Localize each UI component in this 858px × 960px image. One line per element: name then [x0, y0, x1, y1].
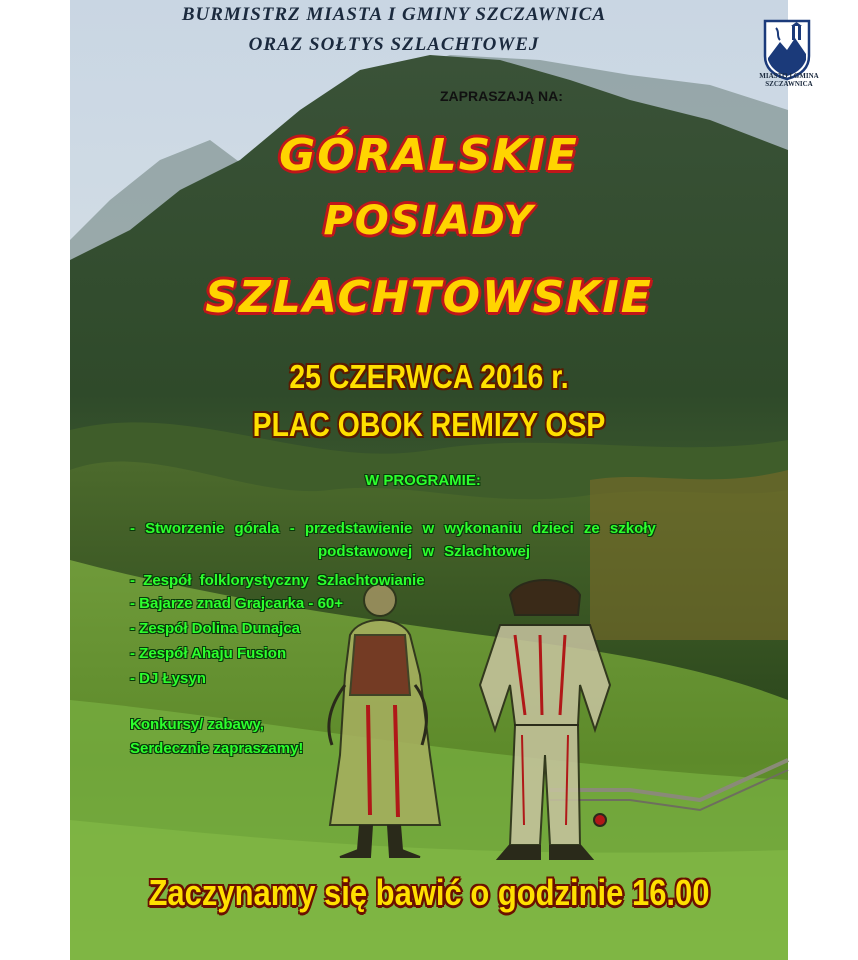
program-extra-invite: Serdecznie zapraszamy!: [130, 740, 304, 757]
program-item-3: - Bajarze znad Grajcarka - 60+: [130, 595, 344, 612]
program-item-6: - DJ Łysyn: [130, 670, 206, 687]
logo-caption-line-2: SZCZAWNICA: [765, 80, 813, 88]
program-item-1-continued: podstawowej w Szlachtowej: [318, 543, 531, 560]
organizer-line-1: BURMISTRZ MIASTA I GMINY SZCZAWNICA: [181, 4, 607, 25]
event-place: PLAC OBOK REMIZY OSP: [252, 406, 606, 443]
event-date: 25 CZERWCA 2016 r.: [289, 358, 569, 395]
logo-caption: [758, 72, 820, 88]
logo-caption-line-1: MIASTO I GMINA: [759, 72, 819, 80]
highlander-couple-illustration: [310, 555, 630, 865]
title-line-2: POSIADY: [323, 198, 535, 244]
program-item-4: - Zespół Dolina Dunajca: [130, 620, 301, 637]
program-item-1: - Stworzenie górala - przedstawienie w wykonaniu dzieci ze szkoły: [130, 520, 656, 537]
program-heading: W PROGRAMIE:: [365, 472, 481, 489]
poster: [70, 0, 819, 960]
title-line-1: GÓRALSKIE: [279, 130, 579, 181]
program-item-5: - Zespół Ahaju Fusion: [130, 645, 287, 662]
man-figure: [480, 580, 610, 859]
start-time-footer: Zaczynamy się bawić o godzinie 16.00: [148, 872, 710, 913]
organizer-line-2: ORAZ SOŁTYS SZLACHTOWEJ: [248, 34, 540, 55]
invite-text: ZAPRASZAJĄ NA:: [440, 88, 563, 104]
program-item-2: - Zespół folklorystyczny Szlachtowianie: [130, 572, 425, 589]
woman-figure: [329, 584, 440, 857]
title-line-3: SZLACHTOWSKIE: [205, 272, 653, 323]
program-extra-contests: Konkursy/ zabawy,: [130, 716, 264, 733]
